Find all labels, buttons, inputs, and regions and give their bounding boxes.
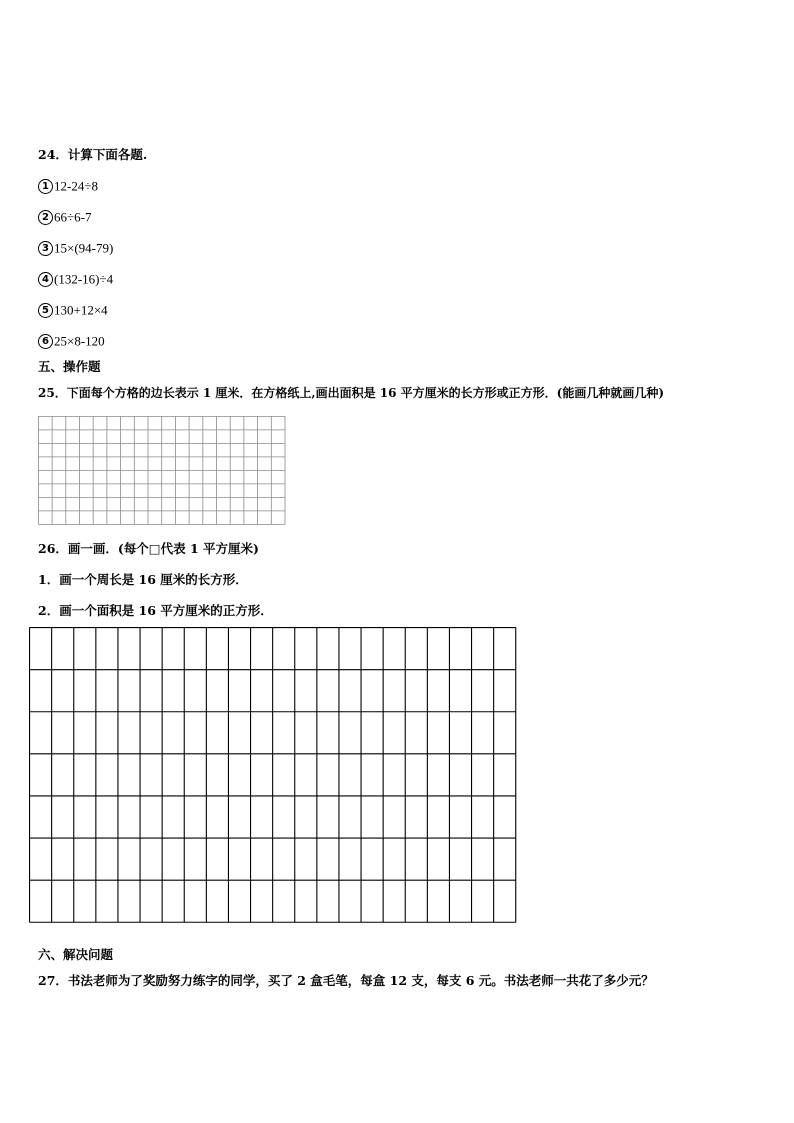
- section-six-title: 六、解决问题: [38, 947, 114, 962]
- q24-item-2: [38, 209, 91, 226]
- q25-text: 25．下面每个方格的边长表示 1 厘米．在方格纸上,画出面积是 16 平方厘米的长方形或正方形．(能画几种就画几种): [38, 386, 664, 400]
- circled-number: 5: [38, 303, 53, 318]
- q24-item-1: [38, 178, 98, 195]
- q24-title: 24．计算下面各题.: [38, 147, 148, 162]
- circled-number: 6: [38, 334, 53, 349]
- q24-item-3: [38, 240, 113, 257]
- q26-square-grid[interactable]: [29, 627, 517, 923]
- q25-square-grid[interactable]: [38, 416, 286, 526]
- q26-sub1: 1．画一个周长是 16 厘米的长方形．: [38, 572, 248, 587]
- circled-number: 2: [38, 210, 53, 225]
- q26-title: 26．画一画．(每个□代表 1 平方厘米): [38, 541, 259, 556]
- section-five-title: 五、操作题: [38, 359, 101, 374]
- circled-number: 3: [38, 241, 53, 256]
- q24-item-6: [38, 333, 105, 350]
- expression: (132-16)÷4: [54, 271, 114, 287]
- circled-number: 4: [38, 272, 53, 287]
- expression: 25×8-120: [54, 333, 105, 349]
- circled-number: 1: [38, 179, 53, 194]
- expression: 12-24÷8: [54, 178, 98, 194]
- q24-item-5: [38, 302, 108, 319]
- expression: 66÷6-7: [54, 209, 92, 225]
- q24-item-4: [38, 271, 113, 288]
- expression: 15×(94-79): [54, 240, 114, 256]
- expression: 130+12×4: [54, 302, 108, 318]
- q27-text: 27．书法老师为了奖励努力练字的同学，买了 2 盒毛笔，每盒 12 支，每支 6 元。书法老师一共花了多少元？: [38, 973, 654, 988]
- q26-sub2: 2．画一个面积是 16 平方厘米的正方形．: [38, 603, 273, 618]
